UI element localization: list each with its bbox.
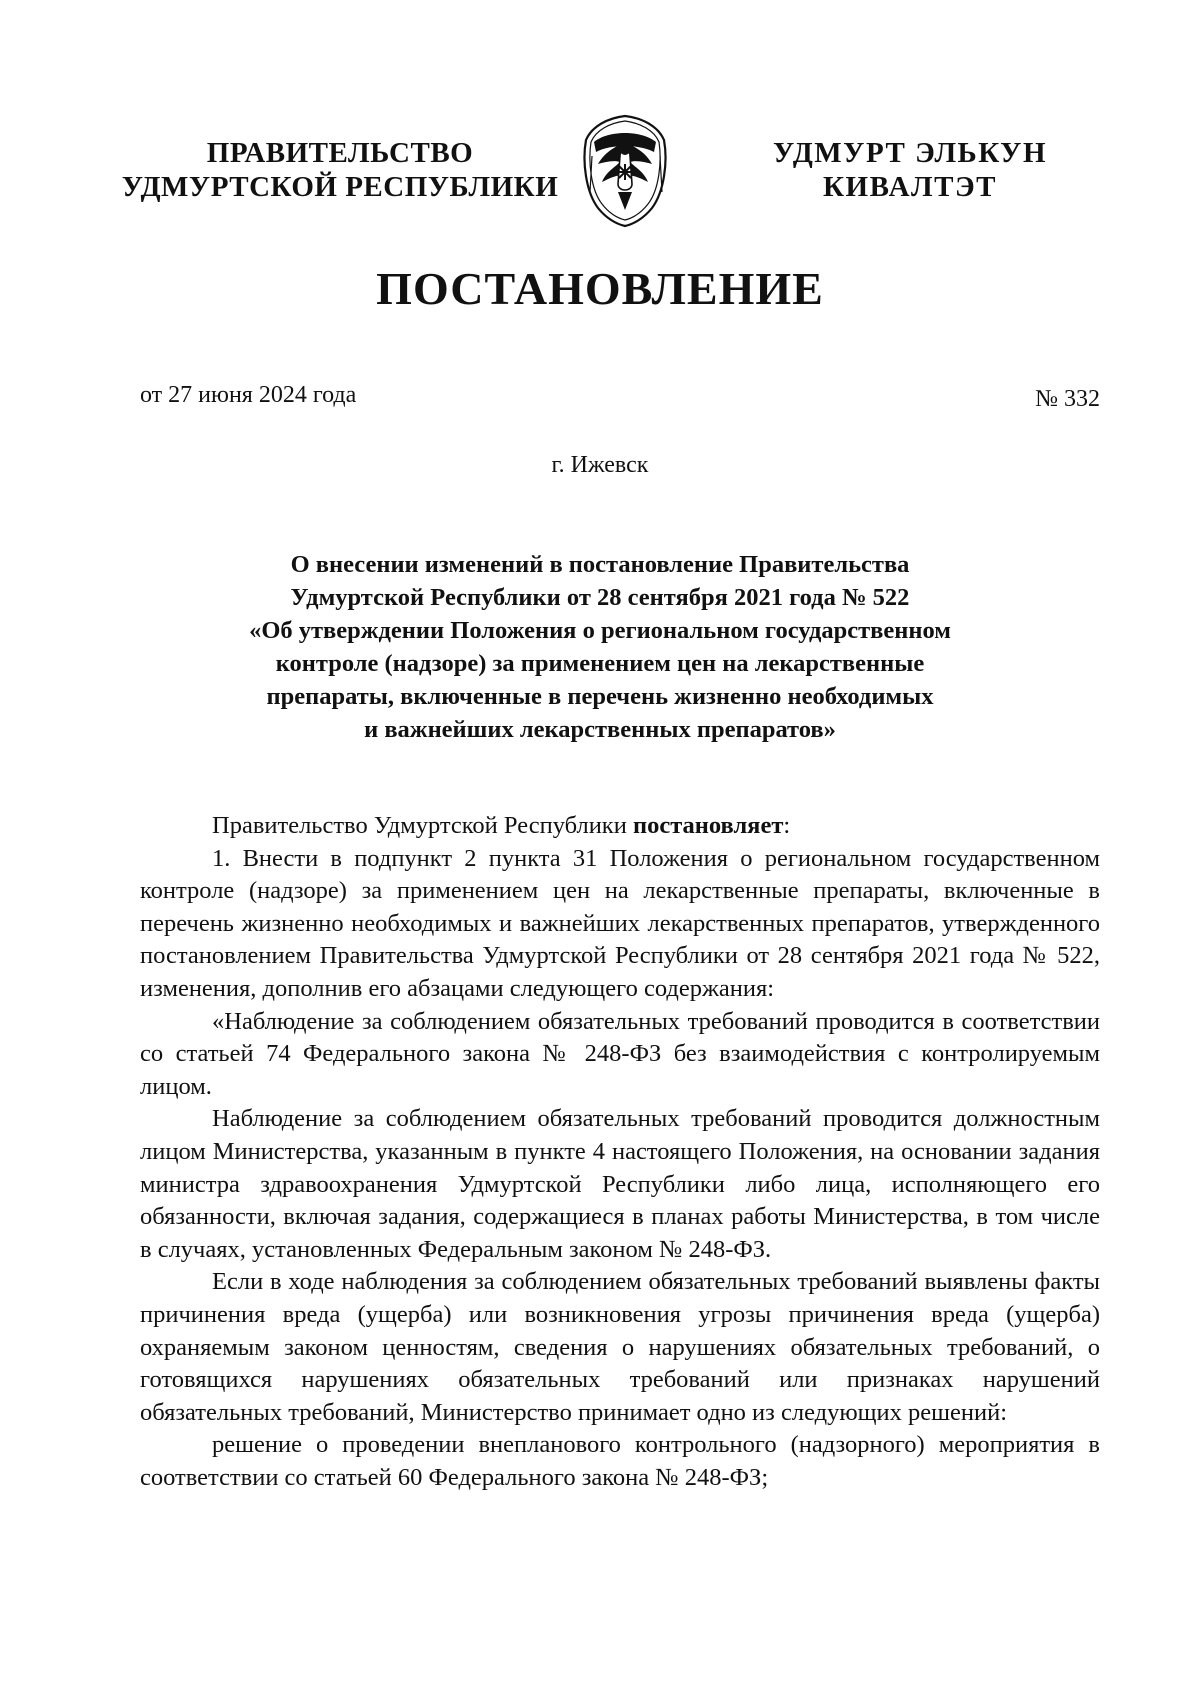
intro-verb: постановляет — [632, 812, 784, 839]
document-city: г. Ижевск — [551, 452, 649, 478]
issuer-name-russian — [120, 136, 560, 204]
document-body — [140, 810, 1100, 1494]
title-line: контроле (надзоре) за применением цен на лекарственные — [275, 650, 925, 677]
body-paragraph: Если в ходе наблюдения за соблюдением обязательных требований выявлены факты причинения вреда (ущерба) или возникновения угрозы причинения вреда (ущерба) охраняемым законом ценностям, сведения о нарушениях обязательных требований, о готовящихся нарушениях обязательных требований или признаках нарушений обязательных требований, Министерство принимает одно из следующих решений: — [140, 1268, 1100, 1426]
document-number: № 332 — [1035, 386, 1100, 412]
document-title — [180, 548, 1020, 746]
document-date: от 27 июня 2024 года — [140, 382, 357, 408]
issuer-name-udmurt — [760, 136, 1060, 204]
title-line: препараты, включенные в перечень жизненно необходимых — [266, 683, 934, 710]
title-line: «Об утверждении Положения о региональном государственном — [249, 617, 951, 644]
title-line: и важнейших лекарственных препаратов» — [364, 716, 836, 743]
document-type-heading: ПОСТАНОВЛЕНИЕ — [376, 263, 824, 314]
title-line: О внесении изменений в постановление Правительства — [290, 551, 910, 578]
body-paragraph: решение о проведении внепланового контрольного (надзорного) мероприятия в соответствии со статьей 60 Федерального закона № 248-ФЗ; — [140, 1431, 1100, 1491]
intro-text: Правительство Удмуртской Республики — [212, 812, 633, 839]
issuer-udmurt-line-1: УДМУРТ ЭЛЬКУН — [772, 137, 1048, 169]
intro-paragraph — [140, 810, 1100, 843]
issuer-udmurt-line-2: КИВАЛТЭТ — [822, 171, 997, 203]
body-paragraph: Наблюдение за соблюдением обязательных требований проводится должностным лицом Министерства, указанным в пункте 4 настоящего Положения, на основании задания министра здравоохранения Удмуртской Республики либо лица, исполняющего его обязанности, включая задания, содержащиеся в планах работы Министерства, в том числе в случаях, установленных Федеральным законом № 248-ФЗ. — [140, 1105, 1100, 1263]
body-paragraph: 1. Внести в подпункт 2 пункта 31 Положения о региональном государственном контроле (надзоре) за применением цен на лекарственные препараты, включенные в перечень жизненно необходимых и важнейших лекарственных препаратов, утвержденного постановлением Правительства Удмуртской Республики от 28 сентября 2021 года № 522, изменения, дополнив его абзацами следующего содержания: — [140, 844, 1100, 1002]
intro-colon: : — [783, 812, 791, 839]
body-paragraph: «Наблюдение за соблюдением обязательных требований проводится в соответствии со статьей 74 Федерального закона № 248-ФЗ без взаимодействия с контролируемым лицом. — [140, 1007, 1100, 1100]
issuer-russian-line-1: ПРАВИТЕЛЬСТВО — [206, 137, 474, 169]
issuer-russian-line-2: УДМУРТСКОЙ РЕСПУБЛИКИ — [121, 171, 559, 203]
udmurt-coat-of-arms-icon — [580, 112, 670, 228]
title-line: Удмуртской Республики от 28 сентября 2021 года № 522 — [290, 584, 910, 611]
